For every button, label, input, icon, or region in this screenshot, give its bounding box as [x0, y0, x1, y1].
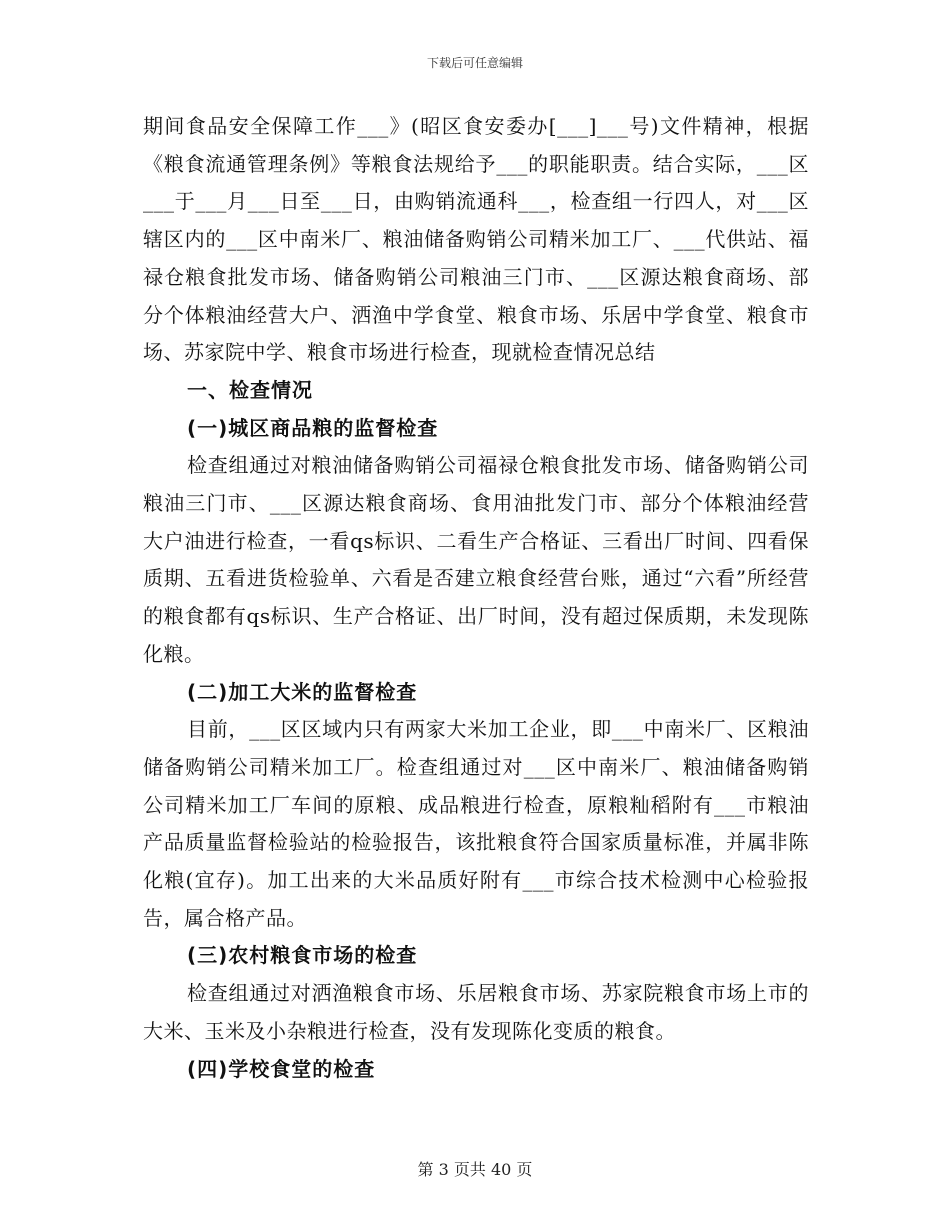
document-body	[143, 108, 809, 1088]
paragraph-rice-processing: 目前，___区区域内只有两家大米加工企业，即___中南米厂、区粮油储备购销公司精米加工厂。检查组通过对___区中南米厂、粮油储备购销公司精米加工厂车间的原粮、成品粮进行检查，原粮籼稻附有___市粮油产品质量监督检验站的检验报告，该批粮食符合国家质量标准，并属非陈化粮(宜存)。加工出来的大米品质好附有___市综合技术检测中心检验报告，属合格产品。	[143, 717, 809, 930]
paragraph-urban-grain: 检查组通过对粮油储备购销公司福禄仓粮食批发市场、储备购销公司粮油三门市、___区源达粮食商场、食用油批发门市、部分个体粮油经营大户油进行检查，一看qs标识、二看生产合格证、三看出厂时间、四看保质期、五看进货检验单、六看是否建立粮食经营台账，通过“六看”所经营的粮食都有qs标识、生产合格证、出厂时间，没有超过保质期，未发现陈化粮。	[143, 453, 809, 666]
paragraph-rural-market: 检查组通过对洒渔粮食市场、乐居粮食市场、苏家院粮食市场上市的大米、玉米及小杂粮进行检查，没有发现陈化变质的粮食。	[143, 981, 809, 1043]
subsection-heading-4: (四)学校食堂的检查	[187, 1056, 376, 1081]
section-heading-inspection: 一、检查情况	[187, 377, 313, 402]
page-footer: 第 3 页共 40 页	[417, 1160, 533, 1179]
intro-paragraph: 期间食品安全保障工作___》(昭区食安委办[___]___号)文件精神，根据《粮食流通管理条例》等粮食法规给予___的职能职责。结合实际，___区___于___月___日至___日，由购销流通科___，检查组一行四人，对___区辖区内的___区中南米厂、粮油储备购销公司精米加工厂、___代供站、福禄仓粮食批发市场、储备购销公司粮油三门市、___区源达粮食商场、部分个体粮油经营大户、洒渔中学食堂、粮食市场、乐居中学食堂、粮食市场、苏家院中学、粮食市场进行检查，现就检查情况总结	[143, 114, 809, 365]
page-header: 下载后可任意编辑	[426, 56, 523, 70]
subsection-heading-2: (二)加工大米的监督检查	[187, 679, 418, 704]
subsection-heading-3: (三)农村粮食市场的检查	[187, 943, 418, 968]
subsection-heading-1: (一)城区商品粮的监督检查	[187, 415, 439, 440]
